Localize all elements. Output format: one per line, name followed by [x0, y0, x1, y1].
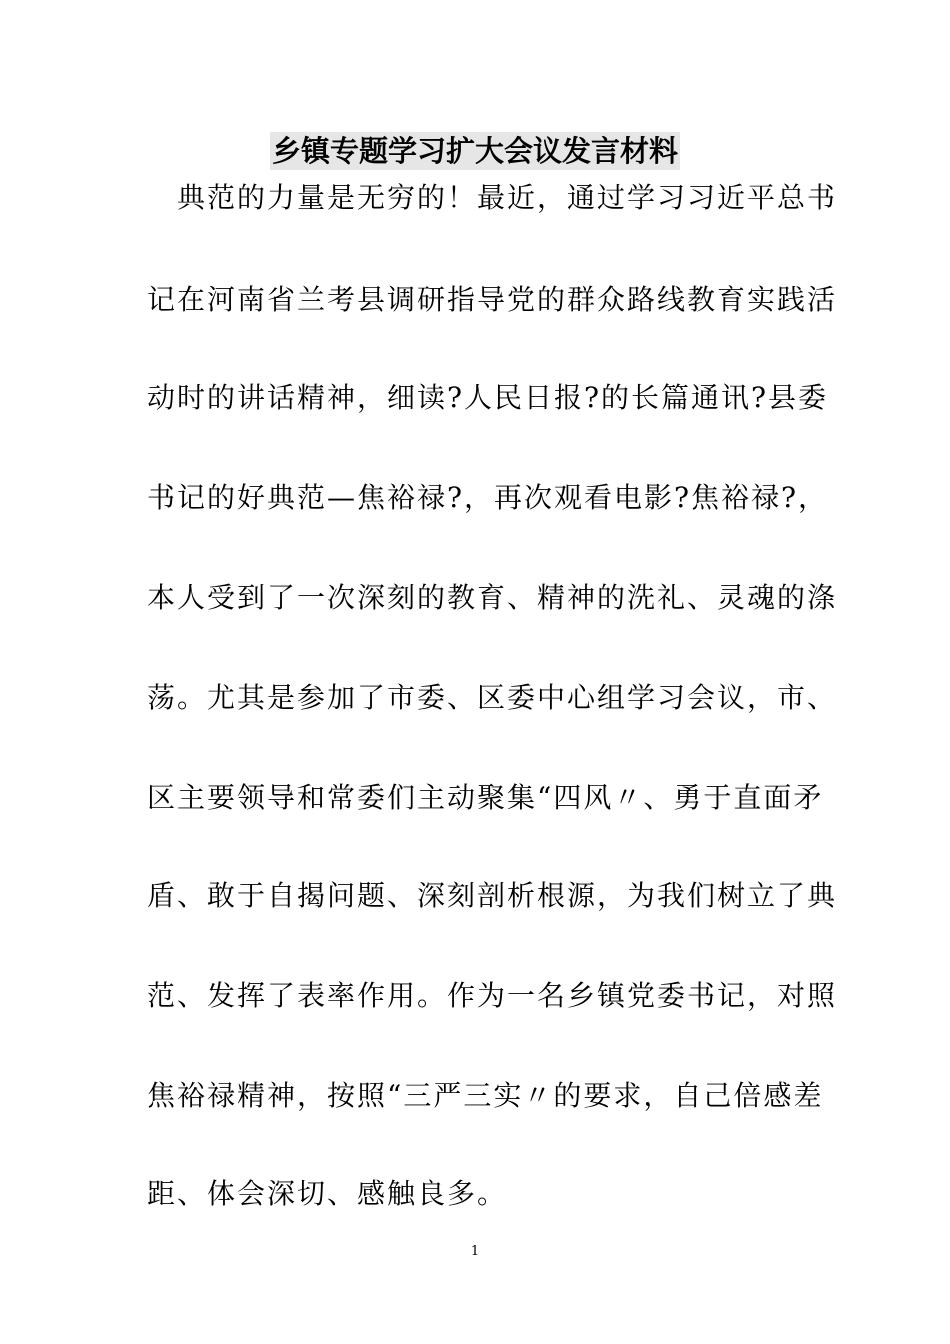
body-line: 焦裕禄精神，按照“三严三实〃的要求，自己倍感差 — [147, 1079, 824, 1112]
body-line: 荡。尤其是参加了市委、区委中心组学习会议，市、 — [147, 681, 838, 714]
body-line: 典范的力量是无穷的！最近，通过学习习近平总书 — [147, 181, 838, 214]
body-line: 本人受到了一次深刻的教育、精神的洗礼、灵魂的涤 — [147, 581, 838, 614]
body-line: 记在河南省兰考县调研指导党的群众路线教育实践活 — [147, 283, 838, 316]
body-line: 区主要领导和常委们主动聚集“四风〃、勇于直面矛 — [147, 781, 824, 814]
body-line: 距、体会深切、感触良多。 — [147, 1177, 508, 1210]
document-title: 乡镇专题学习扩大会议发言材料 — [271, 134, 678, 168]
page-number: 1 — [470, 1244, 480, 1259]
body-line: 动时的讲话精神，细读?人民日报?的长篇通讯?县委 — [147, 381, 829, 414]
body-line: 书记的好典范—焦裕禄?，再次观看电影?焦裕禄?， — [147, 481, 829, 514]
body-line: 范、发挥了表率作用。作为一名乡镇党委书记，对照 — [147, 979, 838, 1012]
body-line: 盾、敢于自揭问题、深刻剖析根源，为我们树立了典 — [147, 879, 838, 912]
title-container — [0, 132, 950, 170]
